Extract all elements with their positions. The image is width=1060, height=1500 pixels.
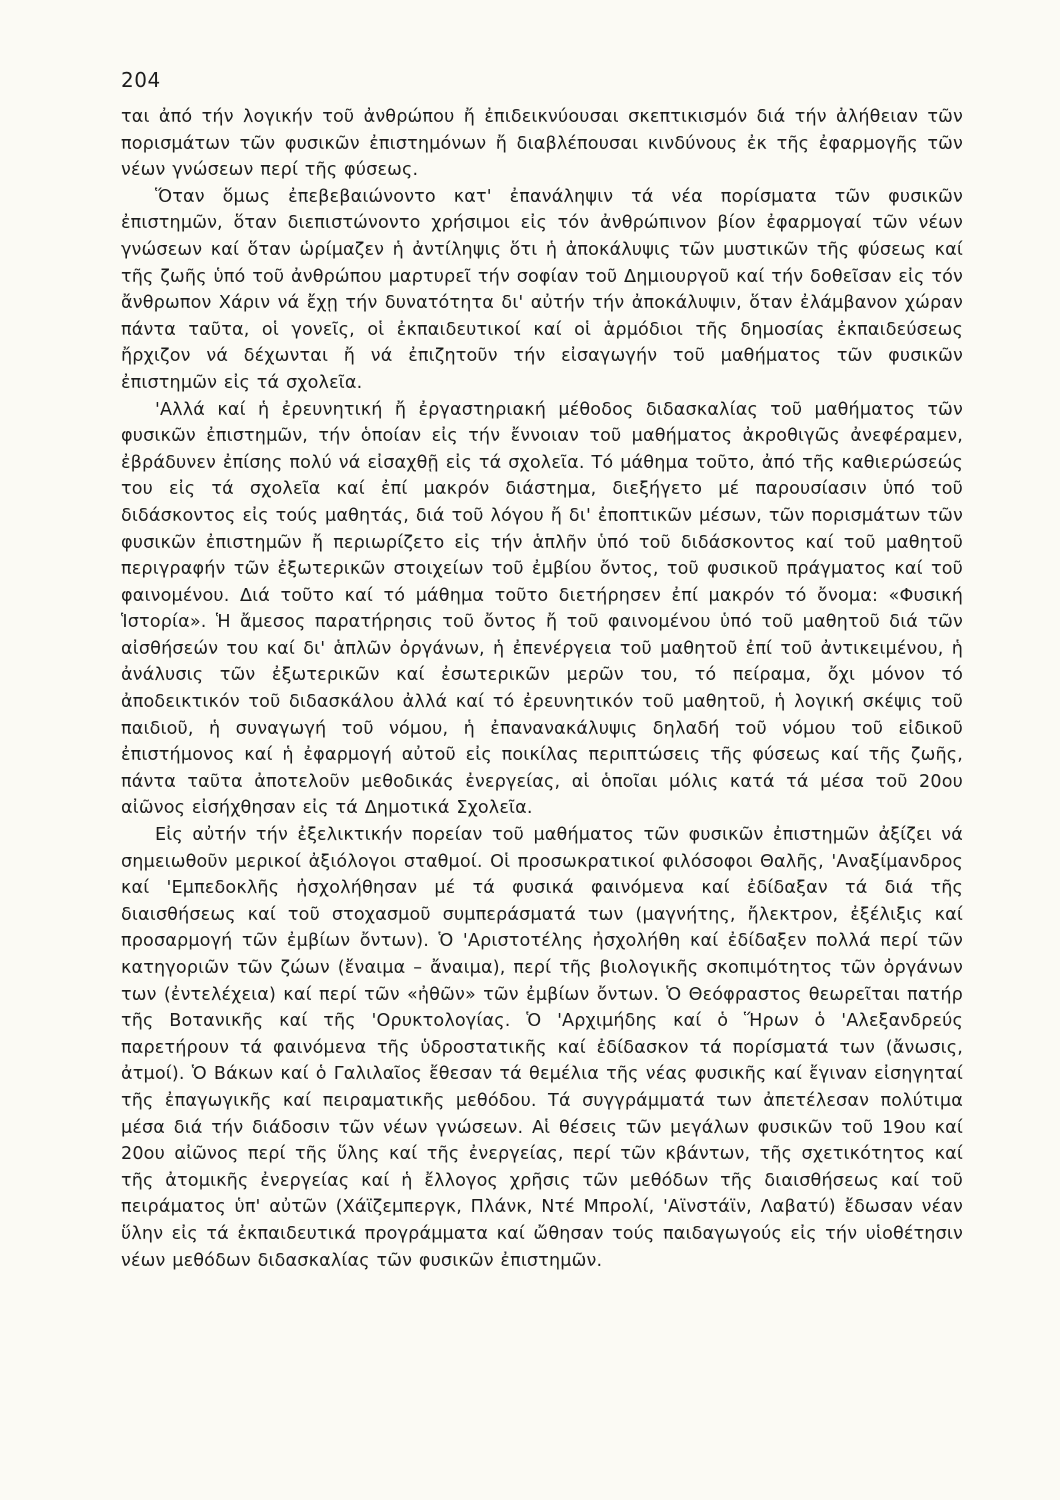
- body-text: [121, 104, 963, 1274]
- page-number: 204: [121, 68, 161, 92]
- paragraph: Ὅταν ὅμως ἐπεβεβαιώνοντο κατ' ἐπανάληψιν τά νέα πορίσματα τῶν φυσικῶν ἐπιστημῶν, ὅταν διεπιστώνοντο χρήσιμοι εἰς τόν ἀνθρώπινον βίον ἐφαρμογαί τῶν νέων γνώσεων καί ὅταν ὡρίμαζεν ἡ ἀντίληψις ὅτι ἡ ἀποκάλυψις τῶν μυστικῶν τῆς φύσεως καί τῆς ζωῆς ὑπό τοῦ ἀνθρώπου μαρτυρεῖ τήν σοφίαν τοῦ Δημιουργοῦ καί τήν δοθεῖσαν εἰς τόν ἄνθρωπον Χάριν νά ἔχῃ τήν δυνατότητα δι' αὐτήν τήν ἀποκάλυψιν, ὅταν ἐλάμβανον χώραν πάντα ταῦτα, οἱ γονεῖς, οἱ ἐκπαιδευτικοί καί οἱ ἁρμόδιοι τῆς δημοσίας ἐκπαιδεύσεως ἤρχιζον νά δέχωνται ἤ νά ἐπιζητοῦν τήν εἰσαγωγήν τοῦ μαθήματος τῶν φυσικῶν ἐπιστημῶν εἰς τά σχολεῖα.: [121, 186, 963, 393]
- paragraph: Εἰς αὐτήν τήν ἐξελικτικήν πορείαν τοῦ μαθήματος τῶν φυσικῶν ἐπιστημῶν ἀξίζει νά σημειωθοῦν μερικοί ἀξιόλογοι σταθμοί. Οἱ προσωκρατικοί φιλόσοφοι Θαλῆς, 'Αναξίμανδρος καί 'Εμπεδοκλῆς ἠσχολήθησαν μέ τά φυσικά φαινόμενα καί ἐδίδαξαν τά διά τῆς διαισθήσεως καί τοῦ στοχασμοῦ συμπεράσματά των (μαγνήτης, ἤλεκτρον, ἐξέλιξις καί προσαρμογή τῶν ἐμβίων ὄντων). Ὁ 'Αριστοτέλης ἠσχολήθη καί ἐδίδαξεν πολλά περί τῶν κατηγοριῶν τῶν ζώων (ἔναιμα – ἄναιμα), περί τῆς βιολογικῆς σκοπιμότητος τῶν ὀργάνων των (ἐντελέχεια) καί περί τῶν «ἠθῶν» τῶν ἐμβίων ὄντων. Ὁ Θεόφραστος θεωρεῖται πατήρ τῆς Βοτανικῆς καί τῆς 'Ορυκτολογίας. Ὁ 'Αρχιμήδης καί ὁ Ἥρων ὁ 'Αλεξανδρεύς παρετήρουν τά φαινόμενα τῆς ὑδροστατικῆς καί ἐδίδασκον τά πορίσματά των (ἄνωσις, ἀτμοί). Ὁ Βάκων καί ὁ Γαλιλαῖος ἔθεσαν τά θεμέλια τῆς νέας φυσικῆς καί ἔγιναν εἰσηγηταί τῆς ἐπαγωγικῆς καί πειραματικῆς μεθόδου. Τά συγγράμματά των ἀπετέλεσαν πολύτιμα μέσα διά τήν διάδοσιν τῶν νέων γνώσεων. Αἱ θέσεις τῶν μεγάλων φυσικῶν τοῦ 19ου καί 20ου αἰῶνος περί τῆς ὕλης καί τῆς ἐνεργείας, περί τῶν κβάντων, τῆς σχετικότητος καί τῆς ἀτομικῆς ἐνεργείας καί ἡ ἔλλογος χρῆσις τῶν μεθόδων τῆς διαισθήσεως καί τοῦ πειράματος ὑπ' αὐτῶν (Χάϊζεμπεργκ, Πλάνκ, Ντέ Μπρολί, 'Αϊνστάϊν, Λαβατύ) ἔδωσαν νέαν ὕλην εἰς τά ἐκπαιδευτικά προγράμματα καί ὤθησαν τούς παιδαγωγούς εἰς τήν υἱοθέτησιν νέων μεθόδων διδασκαλίας τῶν φυσικῶν ἐπιστημῶν.: [121, 825, 963, 1271]
- paragraph-continued: ται ἀπό τήν λογικήν τοῦ ἀνθρώπου ἤ ἐπιδεικνύουσαι σκεπτικισμόν διά τήν ἀλήθειαν τῶν πορισμάτων τῶν φυσικῶν ἐπιστημόνων ἤ διαβλέπουσαι κινδύνους ἐκ τῆς ἐφαρμογῆς τῶν νέων γνώσεων περί τῆς φύσεως.: [121, 107, 963, 181]
- paragraph: 'Αλλά καί ἡ ἐρευνητική ἤ ἐργαστηριακή μέθοδος διδασκαλίας τοῦ μαθήματος τῶν φυσικῶν ἐπιστημῶν, τήν ὁποίαν εἰς τήν ἔννοιαν τοῦ μαθήματος ἀκροθιγῶς ἀνεφέραμεν, ἐβράδυνεν ἐπίσης πολύ νά εἰσαχθῇ εἰς τά σχολεῖα. Τό μάθημα τοῦτο, ἀπό τῆς καθιερώσεώς του εἰς τά σχολεῖα καί ἐπί μακρόν διάστημα, διεξήγετο μέ παρουσίασιν ὑπό τοῦ διδάσκοντος εἰς τούς μαθητάς, διά τοῦ λόγου ἤ δι' ἐποπτικῶν μέσων, τῶν πορισμάτων τῶν φυσικῶν ἐπιστημῶν ἤ περιωρίζετο εἰς τήν ἁπλῆν ὑπό τοῦ διδάσκοντος καί τοῦ μαθητοῦ περιγραφήν τῶν ἐξωτερικῶν στοιχείων τοῦ ἐμβίου ὄντος, τοῦ φυσικοῦ πράγματος καί τοῦ φαινομένου. Διά τοῦτο καί τό μάθημα τοῦτο διετήρησεν ἐπί μακρόν τό ὄνομα: «Φυσική Ἱστορία». Ἡ ἄμεσος παρατήρησις τοῦ ὄντος ἤ τοῦ φαινομένου ὑπό τοῦ μαθητοῦ διά τῶν αἰσθήσεών του καί δι' ἁπλῶν ὀργάνων, ἡ ἐπενέργεια τοῦ μαθητοῦ ἐπί τοῦ ἀντικειμένου, ἡ ἀνάλυσις τῶν ἐξωτερικῶν καί ἐσωτερικῶν μερῶν του, τό πείραμα, ὄχι μόνον τό ἀποδεικτικόν τοῦ διδασκάλου ἀλλά καί τό ἐρευνητικόν τοῦ μαθητοῦ, ἡ λογική σκέψις τοῦ παιδιοῦ, ἡ συναγωγή τοῦ νόμου, ἡ ἐπανανακάλυψις δηλαδή τοῦ νόμου τοῦ εἰδικοῦ ἐπιστήμονος καί ἡ ἐφαρμογή αὐτοῦ εἰς ποικίλας περιπτώσεις τῆς φύσεως καί τῆς ζωῆς, πάντα ταῦτα ἀποτελοῦν μεθοδικάς ἐνεργείας, αἱ ὁποῖαι μόλις κατά τά μέσα τοῦ 20ου αἰῶνος εἰσήχθησαν εἰς τά Δημοτικά Σχολεῖα.: [121, 399, 963, 819]
